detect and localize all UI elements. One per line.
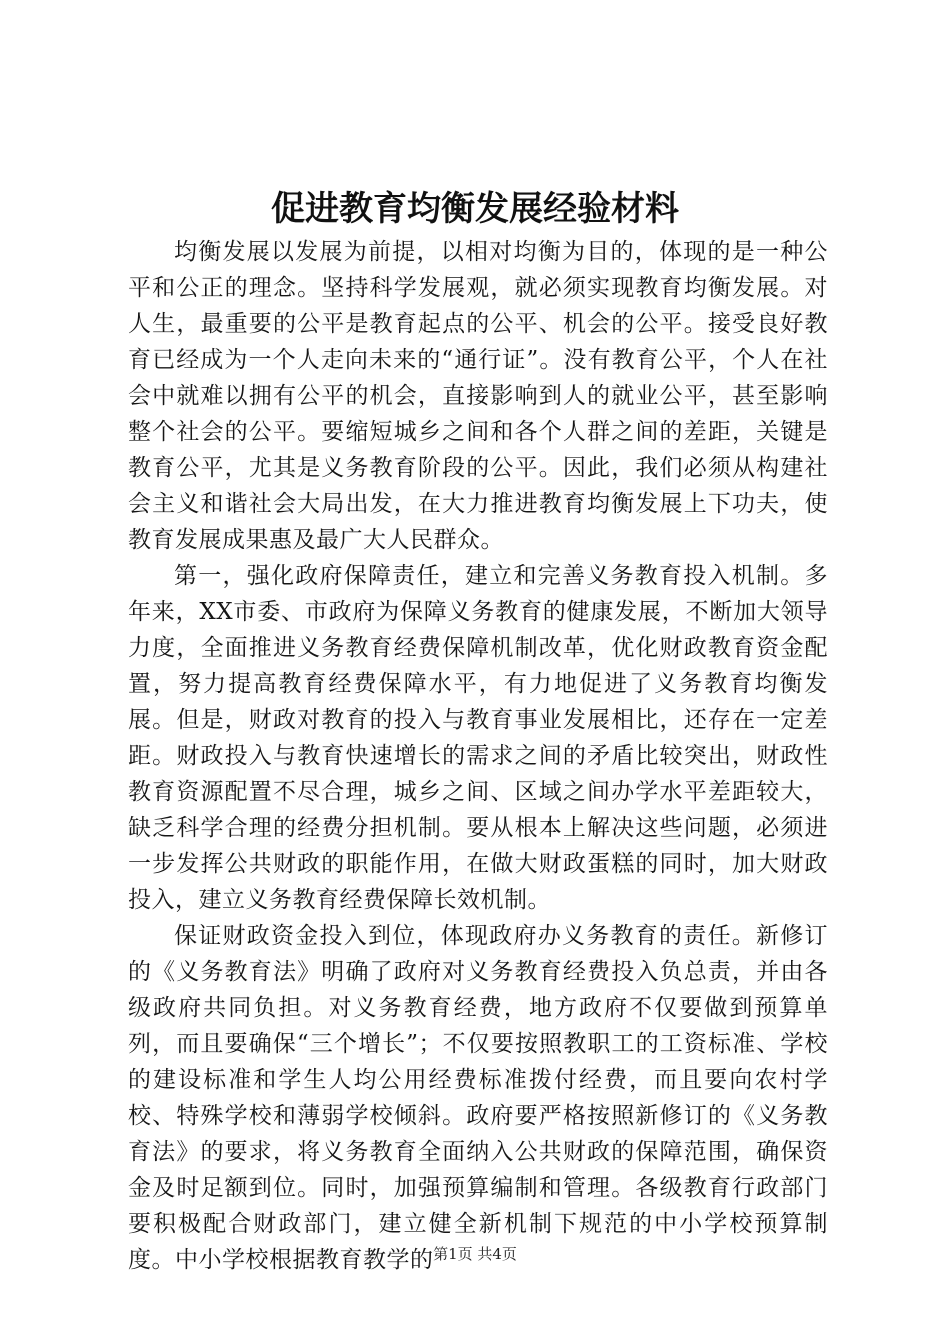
paragraph-2: 第一，强化政府保障责任，建立和完善义务教育投入机制。多年来，XX市委、市政府为保障义务教育的健康发展，不断加大领导力度，全面推进义务教育经费保障机制改革，优化财政教育资金配置，努力提高教育经费保障水平，有力地促进了义务教育均衡发展。但是，财政对教育的投入与教育事业发展相比，还存在一定差距。财政投入与教育快速增长的需求之间的矛盾比较突出，财政性教育资源配置不尽合理，城乡之间、区域之间办学水平差距较大，缺乏科学合理的经费分担机制。要从根本上解决这些问题，必须进一步发挥公共财政的职能作用，在做大财政蛋糕的同时，加大财政投入，建立义务教育经费保障长效机制。	[128, 563, 828, 913]
document-body	[128, 234, 828, 1278]
page-number-footer: 第1页 共4页	[433, 1245, 517, 1263]
paragraph-1: 均衡发展以发展为前提，以相对均衡为目的，体现的是一种公平和公正的理念。坚持科学发展观，就必须实现教育均衡发展。对人生，最重要的公平是教育起点的公平、机会的公平。接受良好教育已经成为一个人走向未来的“通行证”。没有教育公平，个人在社会中就难以拥有公平的机会，直接影响到人的就业公平，甚至影响整个社会的公平。要缩短城乡之间和各个人群之间的差距，关键是教育公平，尤其是义务教育阶段的公平。因此，我们必须从构建社会主义和谐社会大局出发，在大力推进教育均衡发展上下功夫，使教育发展成果惠及最广大人民群众。	[128, 239, 828, 553]
document-title: 促进教育均衡发展经验材料	[271, 189, 679, 229]
paragraph-3: 保证财政资金投入到位，体现政府办义务教育的责任。新修订的《义务教育法》明确了政府对义务教育经费投入负总责，并由各级政府共同负担。对义务教育经费，地方政府不仅要做到预算单列，而且要确保“三个增长”；不仅要按照教职工的工资标准、学校的建设标准和学生人均公用经费标准拨付经费，而且要向农村学校、特殊学校和薄弱学校倾斜。政府要严格按照新修订的《义务教育法》的要求，将义务教育全面纳入公共财政的保障范围，确保资金及时足额到位。同时，加强预算编制和管理。各级教育行政部门要积极配合财政部门，建立健全新机制下规范的中小学校预算制度。中小学校根据教育教学的	[128, 923, 828, 1273]
